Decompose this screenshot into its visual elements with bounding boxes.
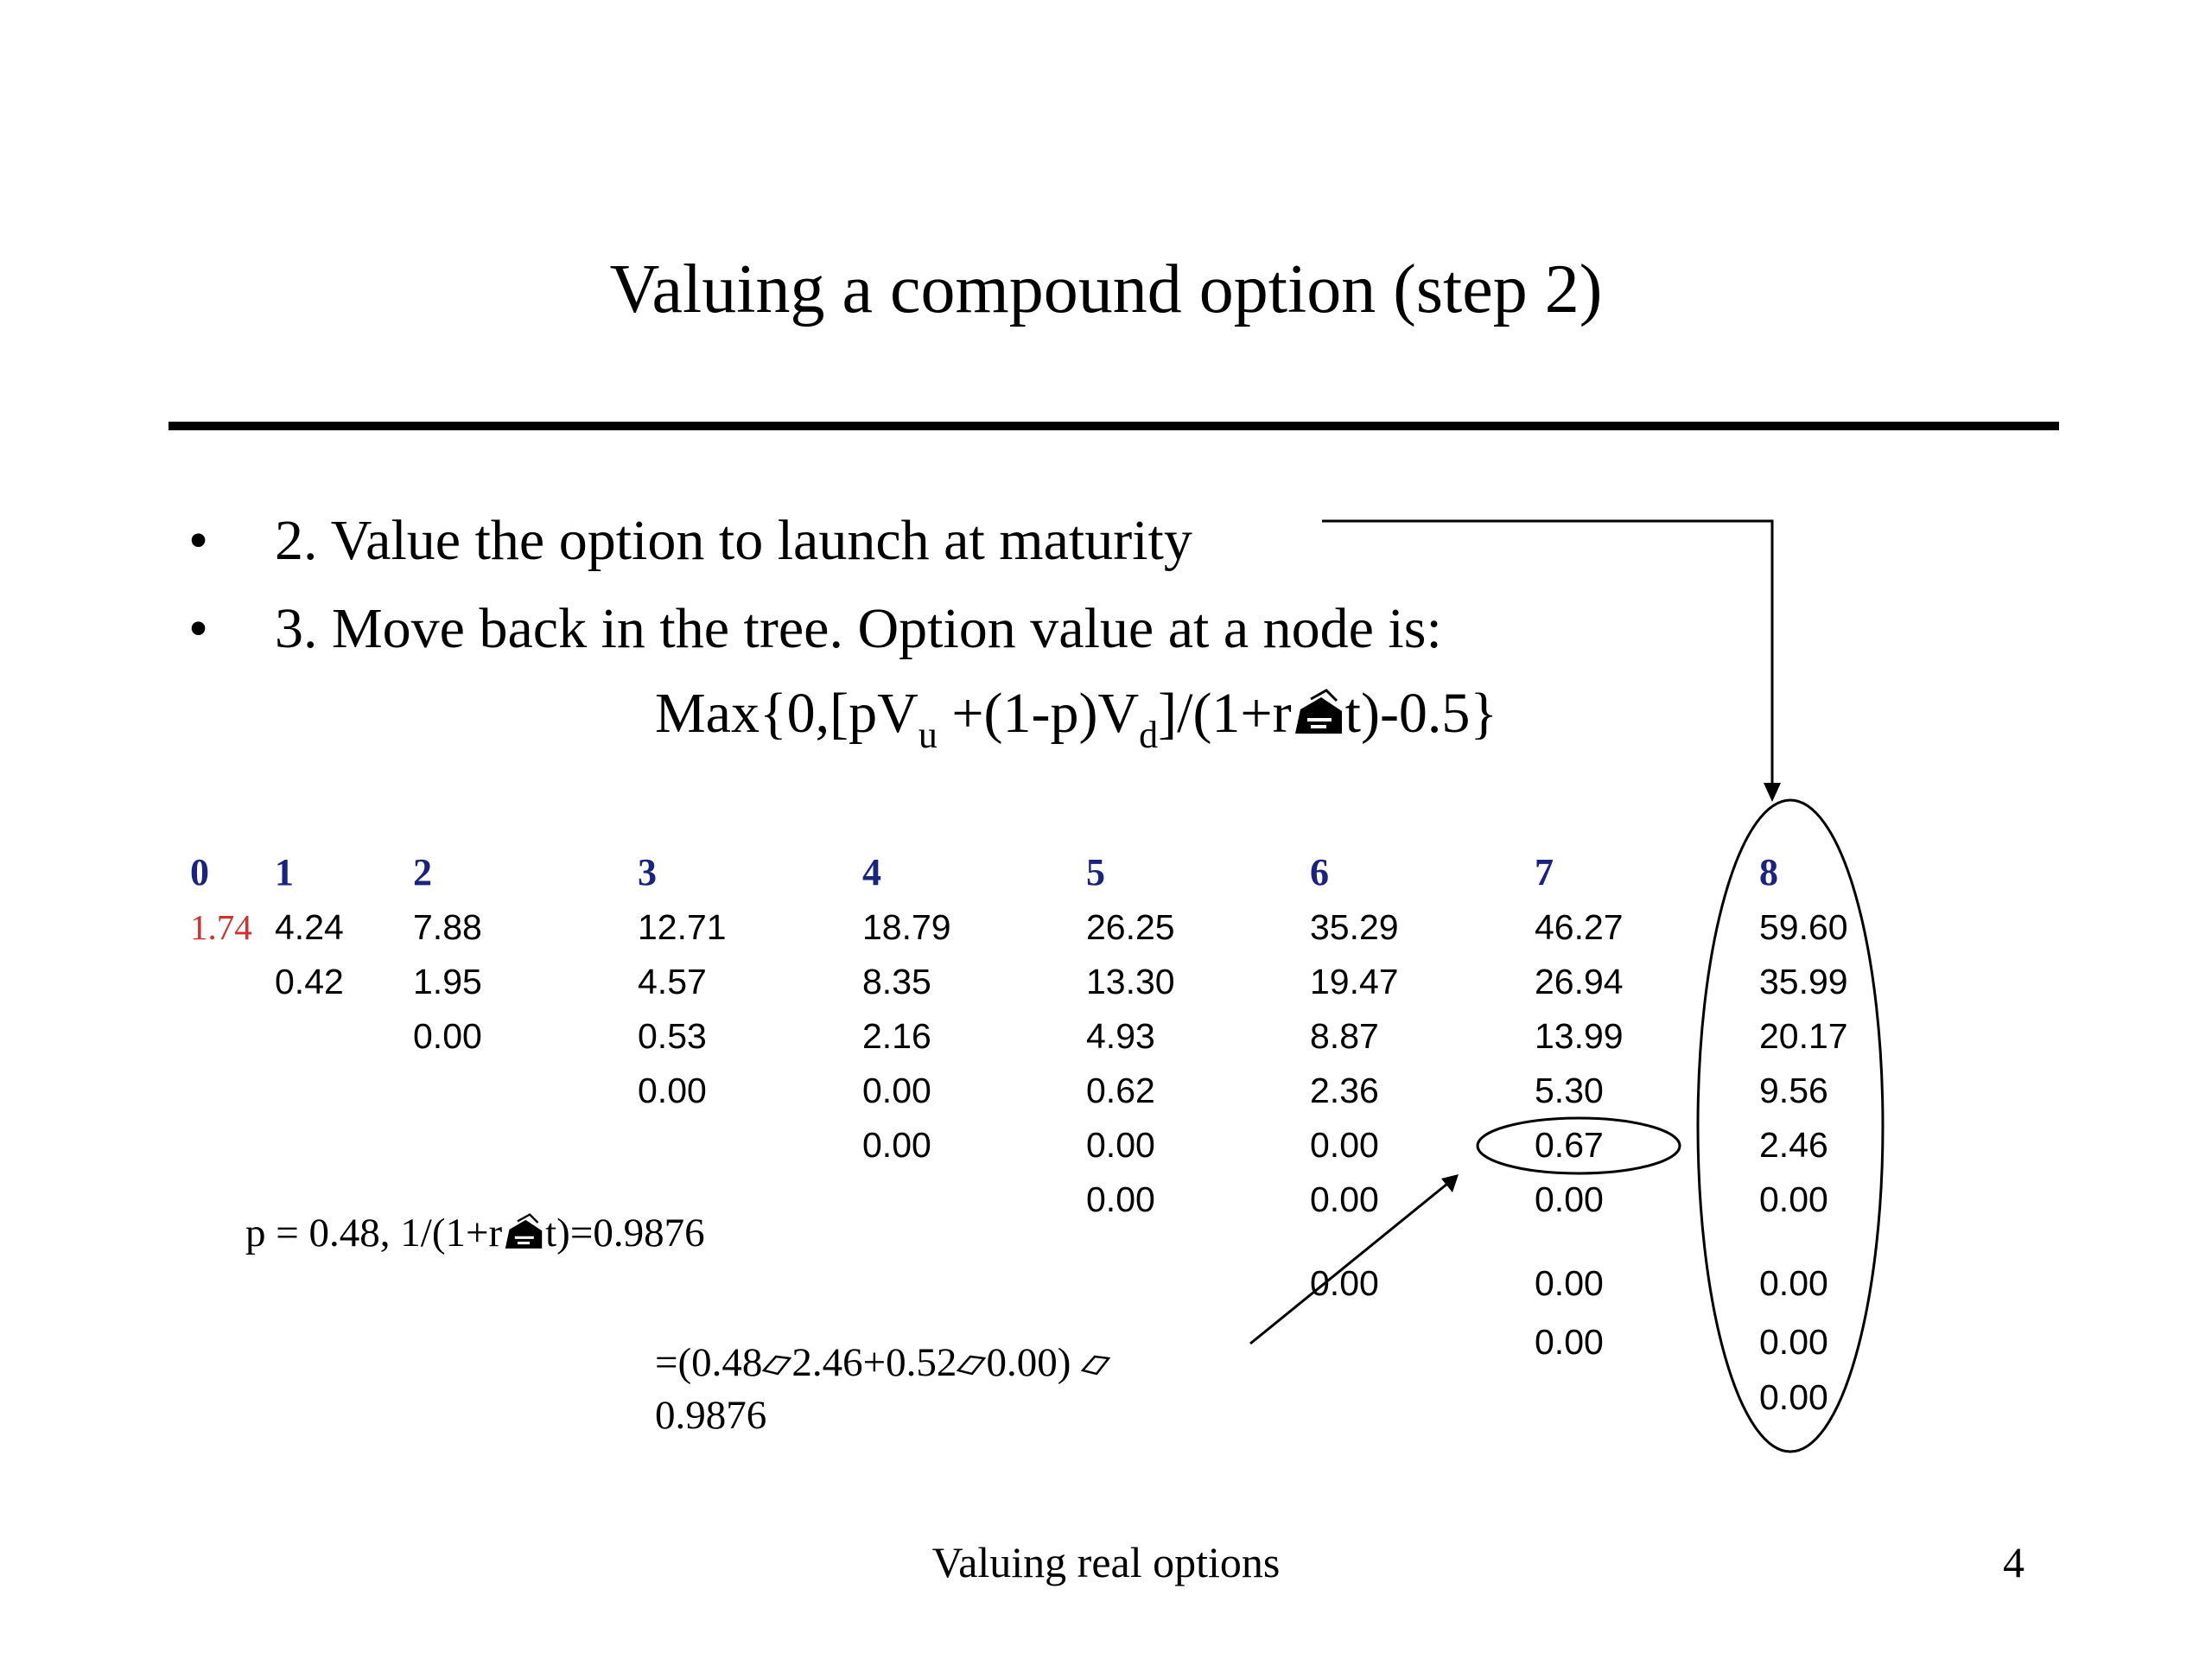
maturity-column-ellipse <box>1698 800 1883 1452</box>
tree-node-value: 0.00 <box>1310 1179 1379 1219</box>
tree-node-value: 0.00 <box>413 1016 482 1056</box>
time-step-header: 8 <box>1759 851 1778 893</box>
tree-node-value: 4.93 <box>1086 1016 1155 1056</box>
tree-node-value: 0.00 <box>1086 1125 1155 1165</box>
tree-node-value: 0.00 <box>1535 1179 1604 1219</box>
tree-node-value: 0.00 <box>1759 1322 1828 1362</box>
tree-node-value: 0.42 <box>275 962 344 1001</box>
bullet-step-3: 3. Move back in the tree. Option value at a node is: <box>275 597 1442 660</box>
tree-node-value: 0.00 <box>862 1125 931 1165</box>
tree-node-value: 35.29 <box>1310 907 1399 947</box>
highlighted-node-ellipse <box>1478 1118 1680 1173</box>
time-step-header: 6 <box>1310 851 1329 893</box>
tree-node-value: 0.53 <box>638 1016 707 1056</box>
tree-node-value: 13.99 <box>1535 1016 1624 1056</box>
tree-node-value: 2.36 <box>1310 1071 1379 1110</box>
root-node-value: 1.74 <box>190 907 252 947</box>
page-number: 4 <box>2003 1538 2024 1586</box>
calculation-arrow-head <box>1441 1174 1459 1192</box>
tree-node-value: 26.94 <box>1535 962 1624 1001</box>
tree-node-value: 5.30 <box>1535 1071 1604 1110</box>
tree-node-value: 46.27 <box>1535 907 1624 947</box>
tree-node-value: 0.67 <box>1535 1125 1604 1165</box>
valuation-formula: $Max\{0,[pV_u +(1-p)V_d]/(1+r$ t)-0.5} <box>655 682 1498 756</box>
calculation-arrow-line <box>1250 1184 1447 1344</box>
tree-node-value: 20.17 <box>1759 1016 1848 1056</box>
tree-node-value: 0.62 <box>1086 1071 1155 1110</box>
time-step-header: 1 <box>275 851 294 893</box>
tree-node-value: 0.00 <box>1310 1263 1379 1303</box>
tree-node-value: 12.71 <box>638 907 727 947</box>
tree-node-value: 0.00 <box>1310 1125 1379 1165</box>
tree-node-value: 0.00 <box>1759 1377 1828 1417</box>
tree-node-value: 1.95 <box>413 962 482 1001</box>
tree-node-value: 0.00 <box>1535 1263 1604 1303</box>
tree-node-value: 4.24 <box>275 907 344 947</box>
bullet-marker: • <box>188 509 209 572</box>
time-step-header: 4 <box>862 851 881 893</box>
bullet-step-2: 2. Value the option to launch at maturity <box>275 509 1192 572</box>
tree-node-value: 59.60 <box>1759 907 1848 947</box>
tree-node-value: 8.35 <box>862 962 931 1001</box>
tree-node-value: 0.00 <box>1086 1179 1155 1219</box>
time-step-header: 2 <box>413 851 432 893</box>
tree-node-value: 8.87 <box>1310 1016 1379 1056</box>
calculation-note-discount: 0.9876 <box>655 1393 767 1438</box>
tree-node-value: 2.16 <box>862 1016 931 1056</box>
footer-title: Valuing real options <box>931 1538 1281 1586</box>
tree-node-value: 7.88 <box>413 907 482 947</box>
tree-node-value: 2.46 <box>1759 1125 1828 1165</box>
tree-node-value: 9.56 <box>1759 1071 1828 1110</box>
tree-node-value: 0.00 <box>638 1071 707 1110</box>
time-step-header: 0 <box>190 851 209 893</box>
tree-node-value: 0.00 <box>1759 1179 1828 1219</box>
time-step-header: 3 <box>638 851 657 893</box>
tree-node-value: 0.00 <box>1759 1263 1828 1303</box>
bullet-marker: • <box>188 597 209 660</box>
time-step-header: 7 <box>1535 851 1554 893</box>
calculation-note: =(0.48 2.46+0.52 0.00) <box>655 1337 1110 1389</box>
maturity-connector-line <box>1322 521 1772 786</box>
tree-node-value: 0.00 <box>1535 1322 1604 1362</box>
tree-node-value: 19.47 <box>1310 962 1399 1001</box>
tree-node-value: 4.57 <box>638 962 707 1001</box>
tree-node-value: 35.99 <box>1759 962 1848 1001</box>
tree-node-value: 0.00 <box>862 1071 931 1110</box>
parameters-note: p = 0.48, 1/(1+r t)=0.9876 <box>245 1211 705 1255</box>
tree-node-value: 18.79 <box>862 907 951 947</box>
maturity-arrow-head <box>1764 783 1781 802</box>
time-step-header: 5 <box>1086 851 1105 893</box>
tree-node-value: 13.30 <box>1086 962 1175 1001</box>
tree-node-value: 26.25 <box>1086 907 1175 947</box>
slide-title: Valuing a compound option (step 2) <box>609 251 1603 327</box>
